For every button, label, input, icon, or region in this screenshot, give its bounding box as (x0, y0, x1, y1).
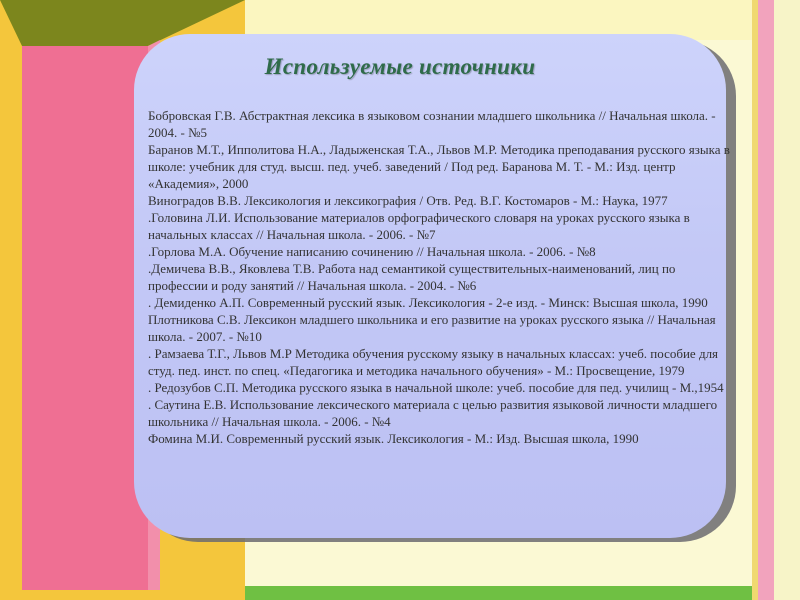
reference-item: . Рамзаева Т.Г., Львов М.Р Методика обучения русскому языку в начальных классах: учеб. пособие для студ. пед. инст. по спец. «Педагогика и методика начального обучения» - М.: Просвещение, 1979 (148, 346, 719, 378)
reference-list (148, 107, 730, 447)
reference-item: Баранов М.Т., Ипполитова Н.А., Ладыженская Т.А., Львов М.Р. Методика преподавания русского языка в школе: учебник для студ. высш. пед. учеб. заведений / Под ред. Баранова М. Т. - М.: Изд. центр «Академия», 2000 (148, 142, 730, 191)
page-title: Используемые источники (264, 54, 536, 79)
reference-item: .Демичева В.В., Яковлева Т.В. Работа над семантикой существительных-наименований, лиц по профессии и роду занятий // Начальная школа. - 2004. - №6 (148, 261, 676, 293)
reference-item: . Саутина Е.В. Использование лексического материала с целью развития языковой личности младшего школьника // Начальная школа. - 2006. - №4 (148, 397, 718, 429)
reference-item: .Горлова М.А. Обучение написанию сочинению // Начальная школа. - 2006. - №8 (148, 244, 596, 259)
right-yellow-edge (752, 0, 758, 600)
reference-item: Фомина М.И. Современный русский язык. Лексикология - М.: Изд. Высшая школа, 1990 (148, 431, 639, 446)
reference-item: . Редозубов С.П. Методика русского языка в начальной школе: учеб. пособие для пед. училищ - М.,1954 (148, 380, 724, 395)
right-cream-column (774, 0, 800, 600)
reference-item: Виноградов В.В. Лексикология и лексикография / Отв. Ред. В.Г. Костомаров - М.: Наука, 1977 (148, 193, 668, 208)
reference-item: .Головина Л.И. Использование материалов орфографического словаря на уроках русского языка в начальных классах // Начальная школа. - 2006. - №7 (148, 210, 690, 242)
reference-item: Плотникова С.В. Лексикон младшего школьника и его развитие на уроках русского языка // Начальная школа. - 2007. - №10 (148, 312, 716, 344)
pink-block (22, 46, 148, 590)
reference-item: Бобровская Г.В. Абстрактная лексика в языковом сознании младшего школьника // Начальная школа. - 2004. - №5 (148, 108, 716, 140)
reference-item: . Демиденко А.П. Современный русский язык. Лексикология - 2-е изд. - Минск: Высшая школа, 1990 (148, 295, 708, 310)
